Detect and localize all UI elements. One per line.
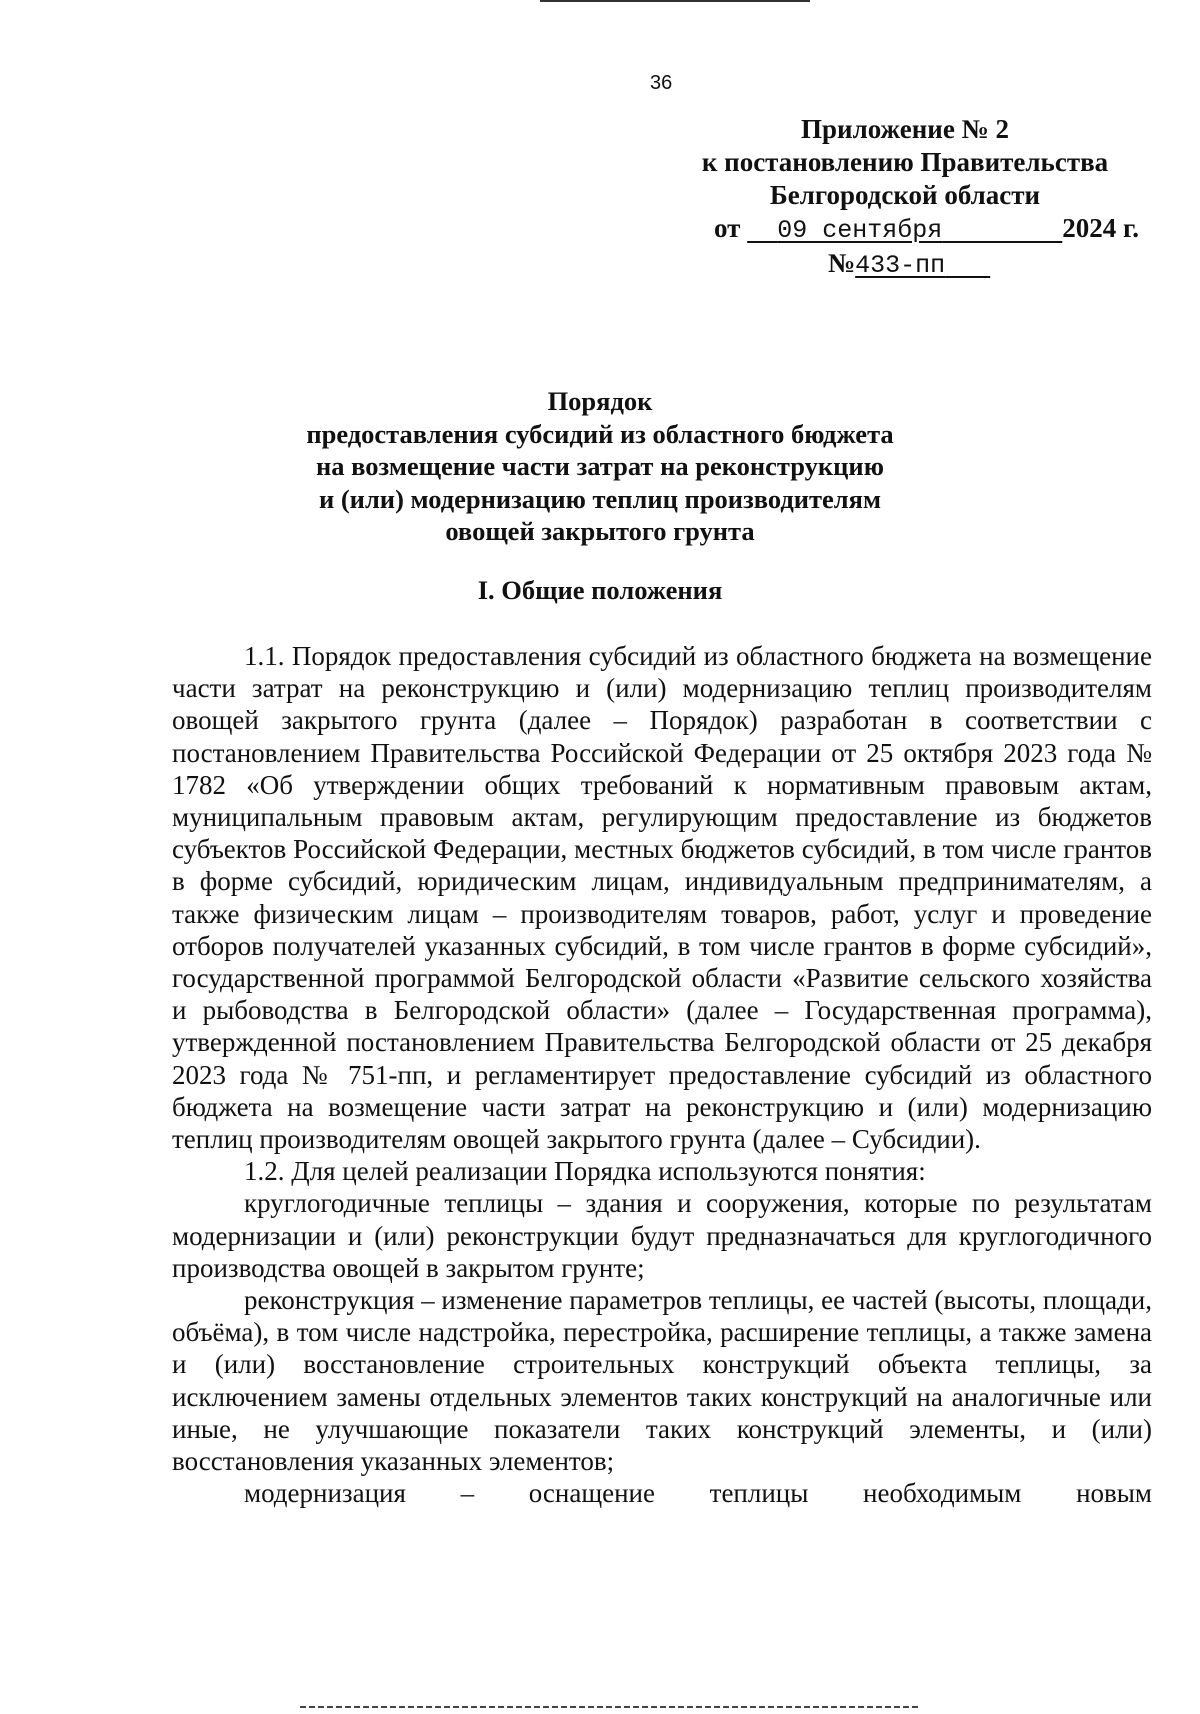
scan-artifact-top [540, 0, 810, 2]
scan-artifact-bottom [300, 1706, 920, 1708]
number-prefix: № [828, 248, 856, 278]
number-value: 433-пп [855, 251, 946, 280]
paragraph-round-year-greenhouses: круглогодичные теплицы – здания и сооружения, которые по результатам модернизации и (или) реконструкции будут предназначаться для круглогодичного производства овощей в закрытом грунте; [172, 1188, 1152, 1283]
attachment-title: Приложение № 2 [801, 114, 1009, 144]
document-body [172, 640, 1152, 1509]
title-line-5: овощей закрытого грунта [445, 516, 755, 546]
paragraph-modernization: модернизация – оснащение теплицы необходимым новым [244, 1478, 1152, 1509]
title-line-2: предоставления субсидий из областного бюджета [306, 418, 894, 449]
section-heading: I. Общие положения [477, 575, 723, 605]
title-line-3: на возмещение части затрат на реконструкцию [316, 451, 884, 481]
attachment-line-2: к постановлению Правительства [701, 147, 1109, 177]
attachment-date [680, 212, 1139, 247]
date-value: 09 сентября [777, 216, 943, 245]
attachment-header [680, 113, 1139, 282]
date-prefix: от [714, 213, 741, 243]
date-year: 2024 г. [1062, 213, 1139, 243]
paragraph-reconstruction: реконструкция – изменение параметров теплицы, ее частей (высоты, площади, объёма), в том числе надстройка, перестройка, расширение теплицы, а также замена и (или) восстановление строительных конструкций объекта теплицы, за исключением замены отдельных элементов таких конструкций на аналогичные или иные, не улучшающие показатели таких конструкций элементы, и (или) восстановления указанных элементов; [172, 1285, 1152, 1477]
title-line-1: Порядок [547, 386, 653, 416]
paragraph-1-1: 1.1. Порядок предоставления субсидий из областного бюджета на возмещение части затрат на реконструкцию и (или) модернизацию теплиц производителям овощей закрытого грунта (далее – Порядок) разработан в соответствии с постановлением Правительства Российской Федерации от 25 октября 2023 года № 1782 «Об утверждении общих требований к нормативным правовым актам, муниципальным правовым актам, регулирующим предоставление из бюджетов субъектов Российской Федерации, местных бюджетов субсидий, в том числе грантов в форме субсидий, юридическим лицам, индивидуальным предпринимателям, а также физическим лицам – производителям товаров, работ, услуг и проведение отборов получателей указанных субсидий, в том числе грантов в форме субсидий», государственной программой Белгородской области «Развитие сельского хозяйства и рыбоводства в Белгородской области» (далее – Государственная программа), утвержденной постановлением Правительства Белгородской области от 25 декабря 2023 года № 751-пп, и регламентирует предоставление субсидий из областного бюджета на возмещение части затрат на реконструкцию и (или) модернизацию теплиц производителям овощей закрытого грунта (далее – Субсидии). [172, 641, 1152, 1155]
title-line-4: и (или) модернизацию теплиц производителям [318, 483, 882, 514]
attachment-number [680, 247, 1130, 282]
attachment-line-3: Белгородской области [769, 180, 1041, 210]
document-title [200, 385, 1000, 548]
paragraph-1-2: 1.2. Для целей реализации Порядка используются понятия: [244, 1156, 926, 1187]
page-number: 36 [650, 72, 673, 94]
